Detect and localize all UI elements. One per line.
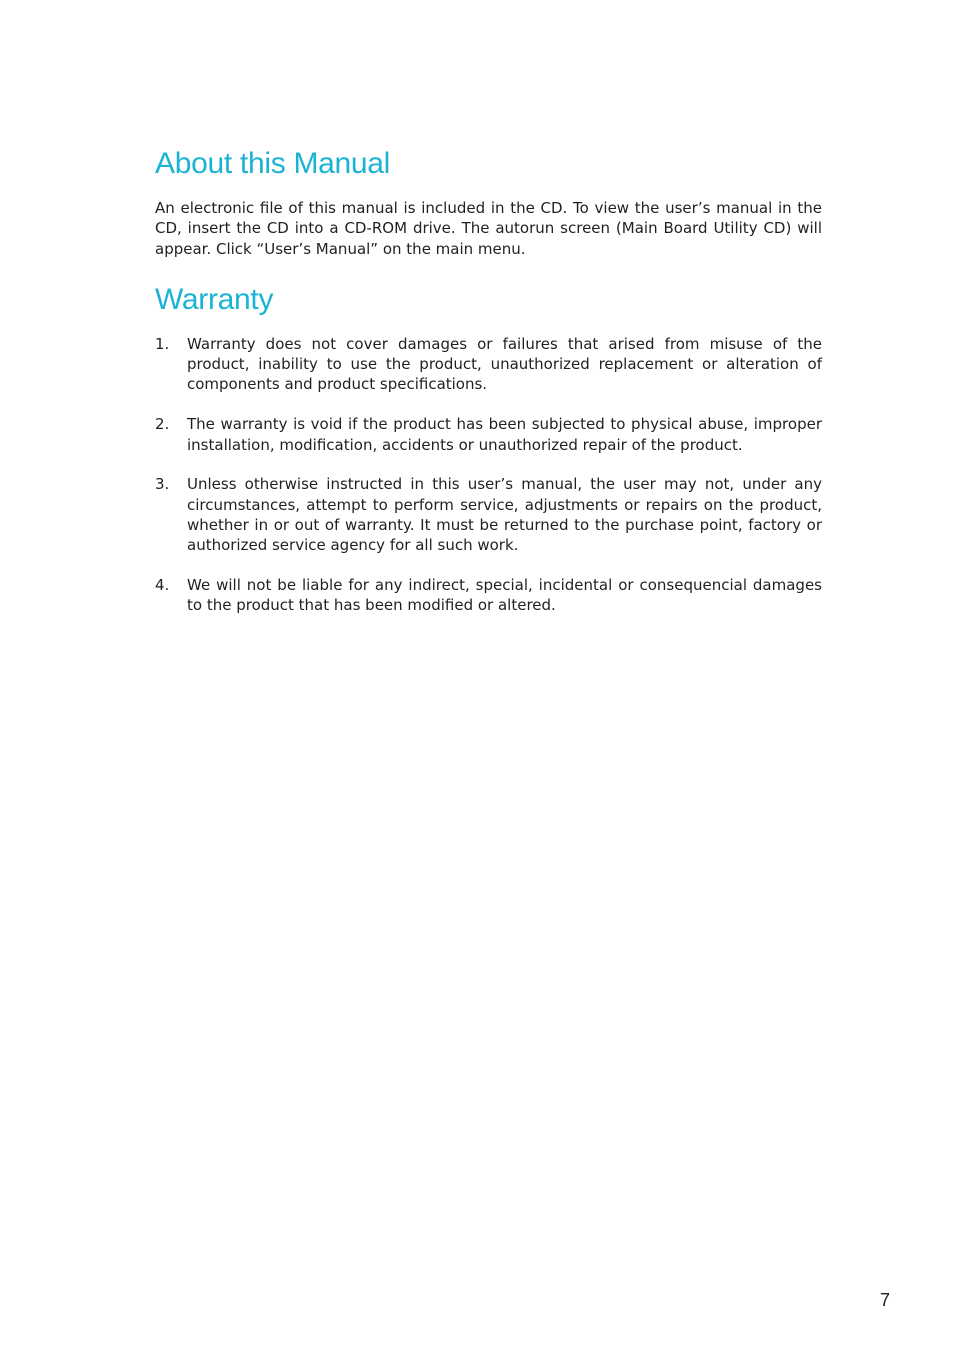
warranty-item-3 bbox=[155, 474, 822, 555]
warranty-heading: Warranty bbox=[155, 282, 274, 316]
warranty-item-number: 3. bbox=[155, 475, 170, 494]
page-number: 7 bbox=[880, 1290, 891, 1310]
warranty-item-2 bbox=[155, 414, 822, 455]
about-manual-paragraph: An electronic file of this manual is included in the CD. To view the user’s manual in the CD, insert the CD into a CD-ROM drive. The autorun screen (Main Board Utility CD) will appear. Click “User’s Manual” on the main menu. bbox=[155, 199, 822, 258]
warranty-item-1 bbox=[155, 334, 822, 395]
warranty-item-text: The warranty is void if the product has been subjected to physical abuse, improper installation, modification, accidents or unauthorized repair of the product. bbox=[187, 415, 822, 454]
warranty-list bbox=[155, 334, 822, 616]
warranty-item-text: Warranty does not cover damages or failures that arised from misuse of the product, inability to use the product, unauthorized replacement or alteration of components and product specifications. bbox=[187, 334, 822, 394]
warranty-item-number: 1. bbox=[155, 334, 170, 353]
warranty-item-number: 4. bbox=[155, 576, 170, 595]
warranty-item-text: We will not be liable for any indirect, special, incidental or consequencial damages to the product that has been modified or altered. bbox=[187, 576, 822, 615]
about-manual-heading: About this Manual bbox=[155, 147, 391, 180]
warranty-item-text: Unless otherwise instructed in this user’s manual, the user may not, under any circumstances, attempt to perform service, adjustments or repairs on the product, whether in or out of warranty. It must be returned to the purchase point, factory or authorized service agency for all such work. bbox=[187, 475, 822, 555]
manual-content bbox=[155, 144, 822, 635]
warranty-item-4 bbox=[155, 575, 822, 616]
warranty-item-number: 2. bbox=[155, 415, 170, 434]
